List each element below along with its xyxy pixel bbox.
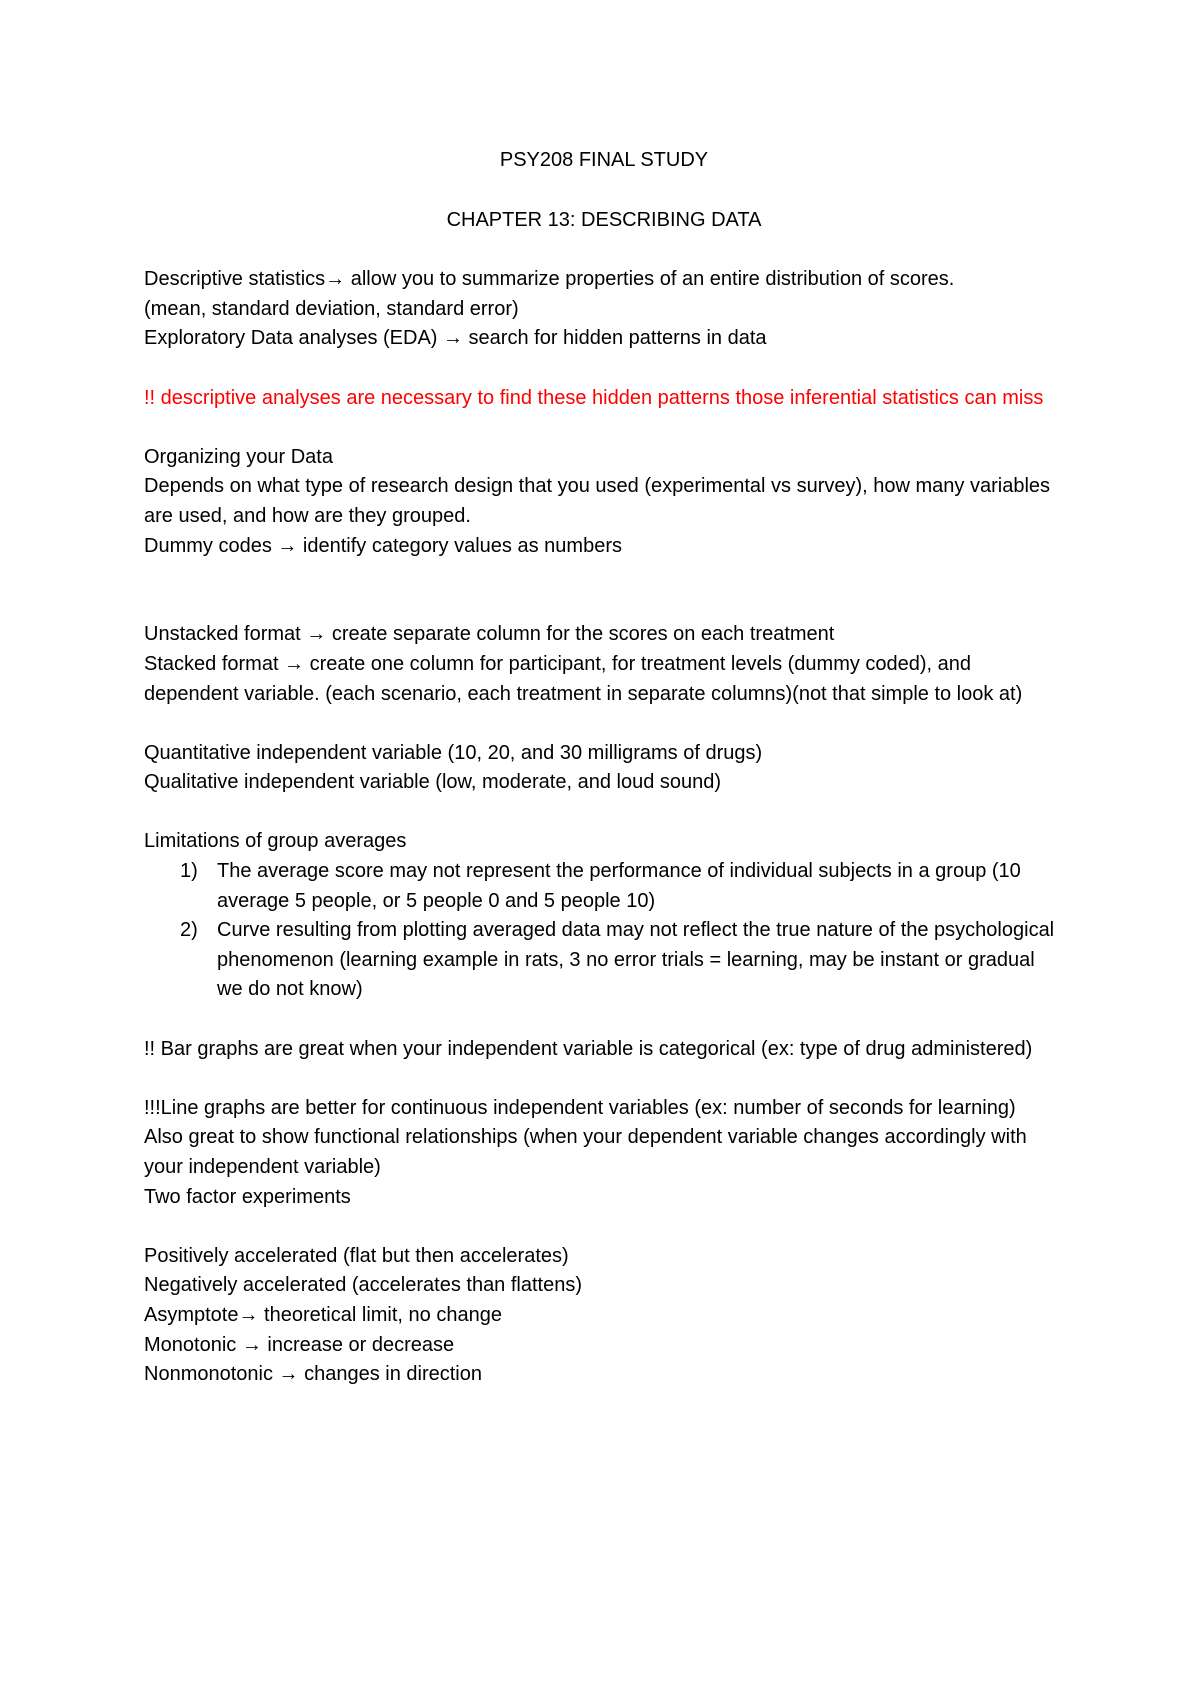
descriptive-statistics-definition: Descriptive statistics→ allow you to summarize properties of an entire distribution of scores. bbox=[144, 268, 955, 291]
spacer bbox=[144, 1212, 1064, 1242]
nonmonotonic-definition: Nonmonotonic → changes in direction bbox=[144, 1363, 482, 1386]
document-body bbox=[144, 146, 1064, 1390]
limitations-list bbox=[144, 857, 1064, 1005]
limitations-heading: Limitations of group averages bbox=[144, 830, 407, 853]
eda-definition: Exploratory Data analyses (EDA) → search for hidden patterns in data bbox=[144, 327, 767, 350]
spacer bbox=[144, 561, 1064, 620]
asymptote-definition: Asymptote→ theoretical limit, no change bbox=[144, 1303, 502, 1326]
spacer bbox=[144, 354, 1064, 384]
qualitative-variable: Qualitative independent variable (low, moderate, and loud sound) bbox=[144, 771, 722, 794]
list-item-number: 2) bbox=[180, 919, 198, 942]
organizing-depends: Depends on what type of research design that you used (experimental vs survey), how many variables are used, and how are they grouped. bbox=[144, 475, 1056, 527]
list-item bbox=[144, 916, 1064, 1005]
spacer bbox=[144, 798, 1064, 828]
chapter-heading: CHAPTER 13: DESCRIBING DATA bbox=[446, 208, 762, 231]
negatively-accelerated: Negatively accelerated (accelerates than flattens) bbox=[144, 1274, 583, 1297]
list-item-number: 1) bbox=[180, 860, 198, 883]
two-factor-experiments: Two factor experiments bbox=[144, 1185, 351, 1208]
list-item bbox=[144, 857, 1064, 916]
descriptive-statistics-examples: (mean, standard deviation, standard error) bbox=[144, 297, 519, 320]
spacer bbox=[144, 1005, 1064, 1035]
spacer bbox=[144, 1064, 1064, 1094]
spacer bbox=[144, 235, 1064, 265]
positively-accelerated: Positively accelerated (flat but then accelerates) bbox=[144, 1244, 569, 1267]
dummy-codes-definition: Dummy codes → identify category values as numbers bbox=[144, 534, 622, 557]
warning-note: !! descriptive analyses are necessary to find these hidden patterns those inferential statistics can miss bbox=[144, 386, 1044, 409]
monotonic-definition: Monotonic → increase or decrease bbox=[144, 1333, 455, 1356]
list-item-text: Curve resulting from plotting averaged data may not reflect the true nature of the psychological phenomenon (learning example in rats, 3 no error trials = learning, may be instant or gradual we do not know) bbox=[217, 919, 1055, 1001]
functional-relationships-note: Also great to show functional relationships (when your dependent variable changes accordingly with your independent variable) bbox=[144, 1126, 1033, 1178]
stacked-format-definition: Stacked format → create one column for participant, for treatment levels (dummy coded), and dependent variable. (each scenario, each treatment in separate columns)(not that simple to look at) bbox=[144, 652, 1023, 705]
bar-graphs-note: !! Bar graphs are great when your independent variable is categorical (ex: type of drug administered) bbox=[144, 1037, 1033, 1060]
list-item-text: The average score may not represent the performance of individual subjects in a group (10 average 5 people, or 5 people 0 and 5 people 10) bbox=[217, 860, 1021, 912]
document-title: PSY208 FINAL STUDY bbox=[499, 149, 709, 171]
unstacked-format-definition: Unstacked format → create separate column for the scores on each treatment bbox=[144, 623, 835, 646]
spacer bbox=[144, 176, 1064, 206]
spacer bbox=[144, 709, 1064, 739]
line-graphs-note: !!!Line graphs are better for continuous independent variables (ex: number of seconds for learning) bbox=[144, 1096, 1016, 1119]
quantitative-variable: Quantitative independent variable (10, 20, and 30 milligrams of drugs) bbox=[144, 741, 763, 764]
spacer bbox=[144, 413, 1064, 443]
organizing-heading: Organizing your Data bbox=[144, 445, 333, 468]
